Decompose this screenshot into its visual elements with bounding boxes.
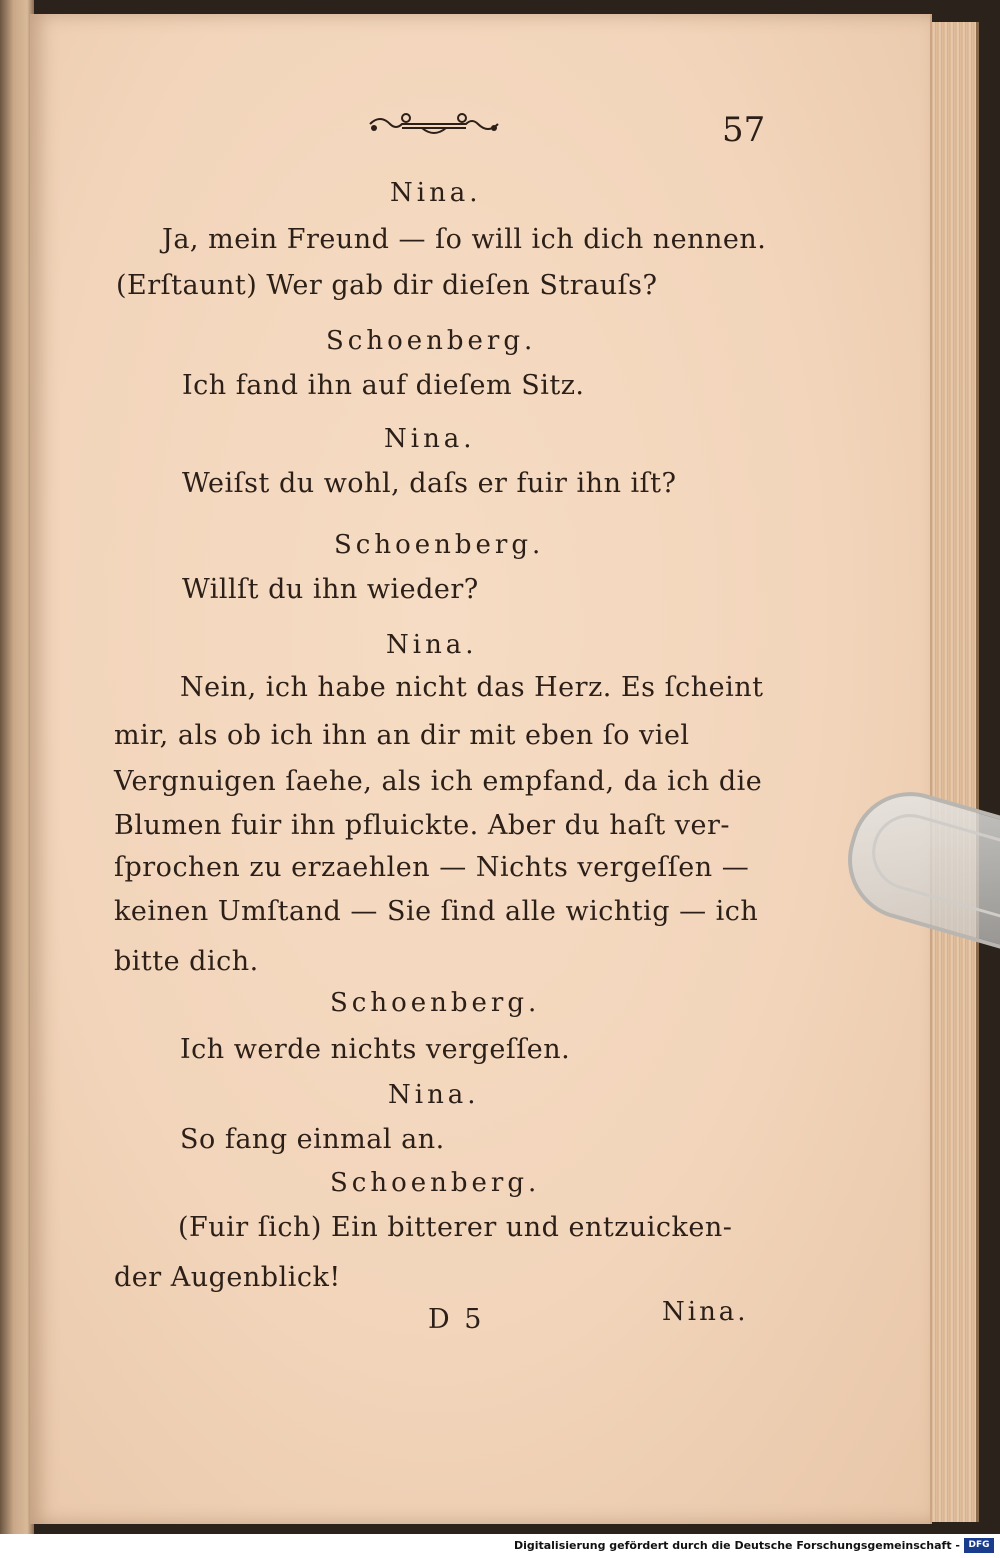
text-line: Blumen fuir ihn pfluickte. Aber du haſt ver- <box>114 810 731 841</box>
text-line: (Fuir ſich) Ein bitterer und entzuicken- <box>178 1212 733 1243</box>
text-line: Weiſst du wohl, daſs er fuir ihn iſt? <box>182 468 677 499</box>
text-line: mir, als ob ich ihn an dir mit eben ſo viel <box>114 720 690 751</box>
speaker-name: Nina. <box>388 1080 480 1110</box>
text-line: der Augenblick! <box>114 1262 341 1293</box>
text-line: Ich fand ihn auf dieſem Sitz. <box>182 370 585 401</box>
previous-page-edge <box>0 0 34 1534</box>
text-line: keinen Umſtand — Sie ſind alle wichtig — ich <box>114 896 759 927</box>
speaker-name: Schoenberg. <box>326 326 537 356</box>
text-line: Nein, ich habe nicht das Herz. Es ſcheint <box>180 672 764 703</box>
footer-credit: Digitalisierung gefördert durch die Deutsche Forschungsgemeinschaft - <box>513 1539 960 1552</box>
text-line: So fang einmal an. <box>180 1124 445 1155</box>
signature-mark: D 5 <box>428 1304 485 1335</box>
ornament-flourish-icon <box>366 108 502 138</box>
text-line: Ja, mein Freund — ſo will ich dich nennen. <box>162 224 767 255</box>
text-line: Vergnuigen ſaehe, als ich empfand, da ich die <box>114 766 763 797</box>
dfg-logo: DFG <box>964 1538 994 1553</box>
speaker-name: Nina. <box>390 178 482 208</box>
text-line: Ich werde nichts vergeſſen. <box>180 1034 571 1065</box>
text-line: bitte dich. <box>114 946 259 977</box>
speaker-name: Schoenberg. <box>334 530 545 560</box>
text-line: (Erſtaunt) Wer gab dir dieſen Strauſs? <box>116 270 658 301</box>
page-clip-inner <box>863 805 1000 921</box>
text-line: ſprochen zu erzaehlen — Nichts vergeſſen — <box>114 852 750 883</box>
speaker-name: Schoenberg. <box>330 988 541 1018</box>
footer-bar <box>0 1534 1000 1558</box>
text-line: Willſt du ihn wieder? <box>182 574 479 605</box>
page-number: 57 <box>722 110 766 150</box>
speaker-name: Nina. <box>386 630 478 660</box>
catchword: Nina. <box>662 1297 749 1327</box>
speaker-name: Schoenberg. <box>330 1168 541 1198</box>
speaker-name: Nina. <box>384 424 476 454</box>
